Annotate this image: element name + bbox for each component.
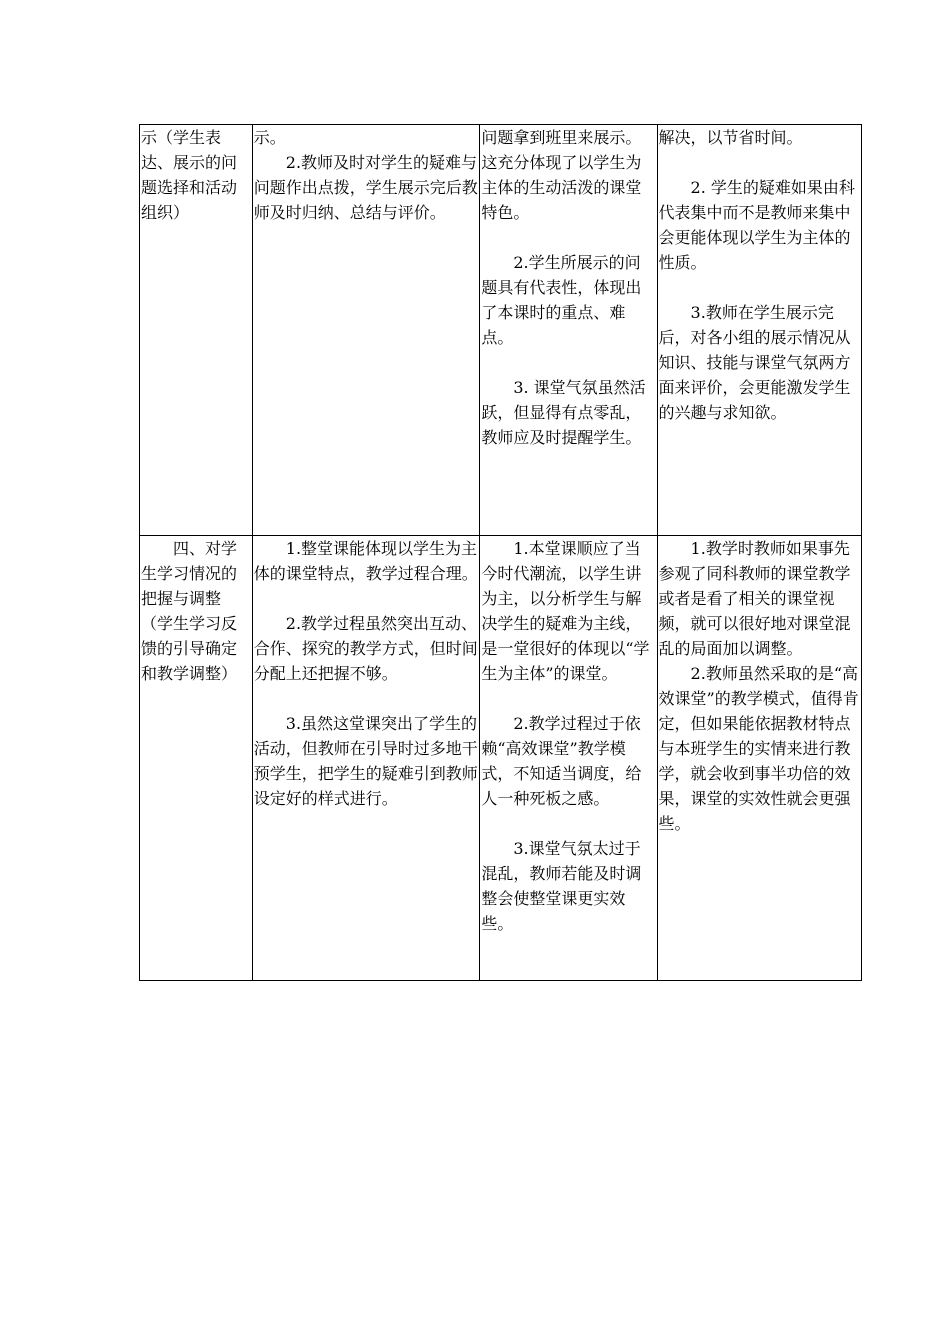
table-cell-category (140, 125, 253, 536)
cell-paragraph: 3.虽然这堂课突出了学生的活动，但教师在引导时过多地干预学生，把学生的疑难引到教师设定好的样式进行。 (253, 714, 478, 808)
cell-paragraph: 1.本堂课顺应了当今时代潮流，以学生讲为主，以分析学生与解决学生的疑难为主线，是一堂很好的体现以“学生为主体”的课堂。 (481, 539, 650, 683)
table-cell-strengths (252, 125, 480, 536)
table-cell-category (140, 536, 253, 981)
cell-paragraph: 2. 学生的疑难如果由科代表集中而不是教师来集中会更能体现以学生为主体的性质。 (658, 178, 855, 272)
cell-paragraph: 解决，以节省时间。 (658, 128, 803, 147)
cell-paragraph: 3.教师在学生展示完后，对各小组的展示情况从知识、技能与课堂气氛两方面来评价，会更能激发学生的兴趣与求知欲。 (658, 303, 851, 422)
table-cell-observations (480, 536, 657, 981)
table-cell-suggestions (657, 536, 861, 981)
cell-paragraph: 示（学生表达、展示的问题选择和活动组织） (141, 128, 238, 222)
cell-paragraph: 2.教师虽然采取的是“高效课堂”的教学模式，值得肯定，但如果能依据教材特点与本班学生的实情来进行教学，就会收到事半功倍的效果，课堂的实效性就会更强些。 (658, 664, 859, 833)
cell-paragraph: 2.教学过程过于依赖“高效课堂”教学模式，不知适当调度，给人一种死板之感。 (481, 714, 642, 808)
cell-paragraph: 2.教学过程虽然突出互动、合作、探究的教学方式，但时间分配上还把握不够。 (253, 614, 478, 683)
cell-paragraph: 四、对学生学习情况的把握与调整（学生学习反馈的引导确定和教学调整） (141, 539, 238, 683)
cell-paragraph: 1.整堂课能体现以学生为主体的课堂特点，教学过程合理。 (253, 539, 478, 583)
table-cell-strengths (252, 536, 480, 981)
cell-paragraph: 2.教师及时对学生的疑难与问题作出点拨，学生展示完后教师及时归纳、总结与评价。 (253, 153, 478, 222)
cell-paragraph: 1.教学时教师如果事先参观了同科教师的课堂教学或者是看了相关的课堂视频，就可以很好地对课堂混乱的局面加以调整。 (658, 539, 851, 658)
cell-paragraph: 问题拿到班里来展示。这充分体现了以学生为主体的生动活泼的课堂特色。 (481, 128, 642, 222)
table-row (140, 536, 862, 981)
table-cell-observations (480, 125, 657, 536)
cell-paragraph: 3.课堂气氛太过于混乱，教师若能及时调整会使整堂课更实效些。 (481, 839, 642, 933)
cell-paragraph: 3. 课堂气氛虽然活跃，但显得有点零乱，教师应及时提醒学生。 (481, 378, 646, 447)
evaluation-table (139, 124, 862, 981)
cell-paragraph: 2.学生所展示的问题具有代表性，体现出了本课时的重点、难点。 (481, 253, 642, 347)
table-row (140, 125, 862, 536)
cell-paragraph: 示。 (253, 128, 286, 147)
table-cell-suggestions (657, 125, 861, 536)
